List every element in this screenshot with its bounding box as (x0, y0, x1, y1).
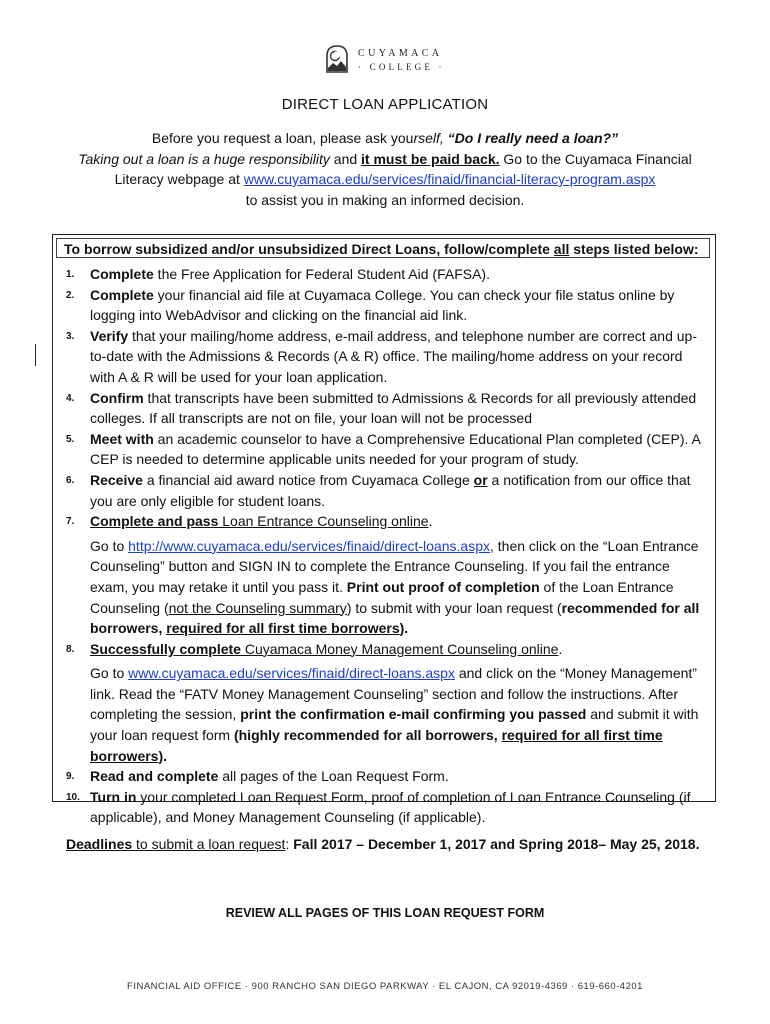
list-item: 2. Complete your financial aid file at Cuyamaca College. You can check your file status online by logging into WebAdvisor and clicking on the financial aid link. (66, 286, 675, 324)
college-logo (324, 44, 454, 78)
steps-heading: To borrow subsidized and/or unsubsidized Direct Loans, follow/complete all steps listed below: (56, 238, 710, 258)
entrance-counseling-link[interactable]: http://www.cuyamaca.edu/services/finaid/direct-loans.aspx (128, 537, 490, 554)
intro-paragraph: Before you request a loan, please ask yourself, “Do I really need a loan?” Taking out a loan is a huge responsibility and it must be paid back. Go to the Cuyamaca Financial Literacy webpage at www.cuyamaca.edu/services/finaid/financial-literacy-program.aspx to assist you in making an informed decision. (78, 130, 692, 208)
list-item: 1. Complete the Free Application for Federal Student Aid (FAFSA). (66, 266, 490, 282)
margin-change-bar (35, 344, 36, 366)
list-item: 10. Turn in your completed Loan Request Form, proof of completion of Loan Entrance Counseling (if applicable), and Money Management Counseling (if applicable). (66, 788, 691, 826)
deadline-line: Deadlines to submit a loan request: Fall 2017 – December 1, 2017 and Spring 2018– May 25, 2018. (66, 836, 700, 852)
office-footer: FINANCIAL AID OFFICE · 900 RANCHO SAN DIEGO PARKWAY · EL CAJON, CA 92019-4369 · 619-660-4201 (127, 981, 643, 992)
review-notice: REVIEW ALL PAGES OF THIS LOAN REQUEST FORM (225, 906, 545, 920)
page-title: DIRECT LOAN APPLICATION (281, 96, 489, 113)
steps-list (62, 264, 708, 828)
cuyamaca-seal-icon (324, 44, 350, 74)
money-management-link[interactable]: www.cuyamaca.edu/services/finaid/direct-loans.aspx (128, 665, 455, 682)
list-item: 5. Meet with an academic counselor to have a Comprehensive Educational Plan completed (CEP). A CEP is needed to determine applicable units needed for your program of study. (66, 430, 701, 468)
logo-name: CUYAMACA (358, 48, 443, 59)
list-item: 9. Read and complete all pages of the Loan Request Form. (66, 768, 449, 785)
financial-literacy-link[interactable]: www.cuyamaca.edu/services/finaid/financial-literacy-program.aspx (243, 171, 656, 187)
list-item: 7. Complete and pass Loan Entrance Counseling online. Go to http://www.cuyamaca.edu/services/finaid/direct-loans.aspx, then click on the “Loan Entrance Counseling” button and SIGN IN to complete the Entrance Counseling. If you fail the entrance exam, you may retake it until you pass it. Print out proof of completion of the Loan Entrance Counseling (not the Counseling summary) to submit with your loan request (recommended for all borrowers, required for all first time borrowers). (66, 513, 700, 637)
logo-subname: · COLLEGE · (358, 62, 445, 72)
list-item: 4. Confirm that transcripts have been submitted to Admissions & Records for all previously attended colleges. If all transcripts are not on file, your loan will not be processed (66, 389, 697, 427)
list-item: 6. Receive a financial aid award notice from Cuyamaca College or a notification from our office that you are only eligible for student loans. (66, 471, 691, 509)
list-item: 3. Verify that your mailing/home address, e-mail address, and telephone number are correct and up-to-date with the Admissions & Records (A & R) office. The mailing/home address on your record with A & R will be used for your loan application. (66, 327, 698, 385)
list-item: 8. Successfully complete Cuyamaca Money Management Counseling online. Go to www.cuyamaca.edu/services/finaid/direct-loans.aspx and click on the “Money Management” link. Read the “FATV Money Management Counseling” section and follow the instructions. After completing the session, print the confirmation e-mail confirming you passed and submit it with your loan request form (highly recommended for all borrowers, required for all first time borrowers). (66, 640, 699, 764)
